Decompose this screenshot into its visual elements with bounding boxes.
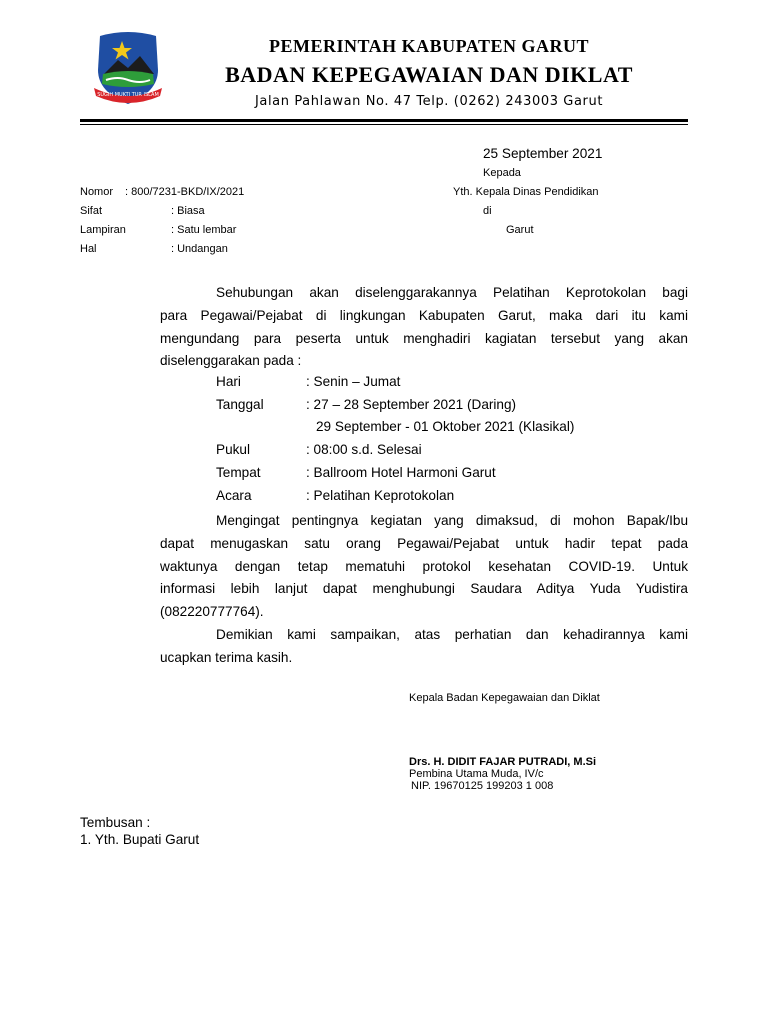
detail-pukul-value: : 08:00 s.d. Selesai <box>306 442 422 457</box>
detail-tanggal-label: Tanggal <box>216 397 264 412</box>
paragraph-line: diselenggarakan pada : <box>160 353 302 369</box>
paragraph-line: dapat menugaskan satu orang Pegawai/Pejabat untuk hadir tepat pada <box>160 535 688 551</box>
signature-nip: NIP. 19670125 199203 1 008 <box>411 780 554 792</box>
logo-motto: SUGIH MUKTI TUR ISLAM <box>97 92 159 98</box>
signature-name: Drs. H. DIDIT FAJAR PUTRADI, M.Si <box>409 756 597 768</box>
paragraph-line: Mengingat pentingnya kegiatan yang dimaksud, di mohon Bapak/Ibu <box>216 513 688 528</box>
meta-hal-value: : Undangan <box>171 243 228 255</box>
meta-sifat-value: : Biasa <box>171 205 205 217</box>
meta-hal-label: Hal <box>80 243 97 255</box>
letterhead-address: Jalan Pahlawan No. 47 Telp. (0262) 243003 Garut <box>254 94 604 109</box>
body-paragraph-2 <box>160 510 688 624</box>
letterhead-rule-thick <box>80 119 688 122</box>
detail-tanggal-value: : 27 – 28 September 2021 (Daring) <box>306 397 517 412</box>
paragraph-line: Demikian kami sampaikan, atas perhatian dan kehadirannya kami <box>216 627 688 642</box>
recipient-place: Garut <box>506 224 534 236</box>
meta-lampiran-label: Lampiran <box>80 224 126 236</box>
paragraph-line: (082220777764). <box>160 604 264 620</box>
paragraph-line: mengundang para peserta untuk menghadiri kagiatan tersebut yang akan <box>160 330 688 346</box>
detail-tanggal-value-2: 29 September - 01 Oktober 2021 (Klasikal) <box>316 419 575 434</box>
signature-position: Kepala Badan Kepegawaian dan Diklat <box>409 692 600 704</box>
signature-rank: Pembina Utama Muda, IV/c <box>409 768 544 780</box>
meta-nomor-value: : 800/7231-BKD/IX/2021 <box>125 186 245 198</box>
meta-nomor-label: Nomor <box>80 186 114 198</box>
meta-sifat-label: Sifat <box>80 205 103 217</box>
body-paragraph-1 <box>160 282 688 373</box>
letterhead-agency: BADAN KEPEGAWAIAN DAN DIKLAT <box>225 62 633 87</box>
paragraph-line: Sehubungan akan diselenggarakannya Pelatihan Keprotokolan bagi <box>216 285 688 300</box>
detail-hari-value: : Senin – Jumat <box>306 374 401 389</box>
recipient-label: Kepada <box>483 167 521 179</box>
detail-tempat-label: Tempat <box>216 465 261 480</box>
recipient-di: di <box>483 205 492 217</box>
letter-date: 25 September 2021 <box>483 146 603 161</box>
paragraph-line: para Pegawai/Pejabat di lingkungan Kabupaten Garut, maka dari itu kami <box>160 307 688 323</box>
recipient-name: Yth. Kepala Dinas Pendidikan <box>453 186 599 198</box>
letterhead-rule-thin <box>80 124 688 125</box>
paragraph-line: ucapkan terima kasih. <box>160 649 293 665</box>
detail-acara-value: : Pelatihan Keprotokolan <box>306 488 455 503</box>
detail-hari-label: Hari <box>216 374 241 389</box>
letterhead-government: PEMERINTAH KABUPATEN GARUT <box>268 36 589 56</box>
body-paragraph-3 <box>160 624 688 670</box>
meta-lampiran-value: : Satu lembar <box>171 224 237 236</box>
cc-label: Tembusan : <box>80 815 151 830</box>
paragraph-line: informasi lebih lanjut dapat menghubungi Saudara Aditya Yuda Yudistira <box>160 581 688 597</box>
paragraph-line: waktunya dengan tetap mematuhi protokol kesehatan COVID-19. Untuk <box>160 558 688 574</box>
cc-item: 1. Yth. Bupati Garut <box>80 832 200 847</box>
detail-tempat-value: : Ballroom Hotel Harmoni Garut <box>306 465 496 480</box>
detail-acara-label: Acara <box>216 488 252 503</box>
detail-pukul-label: Pukul <box>216 442 251 457</box>
